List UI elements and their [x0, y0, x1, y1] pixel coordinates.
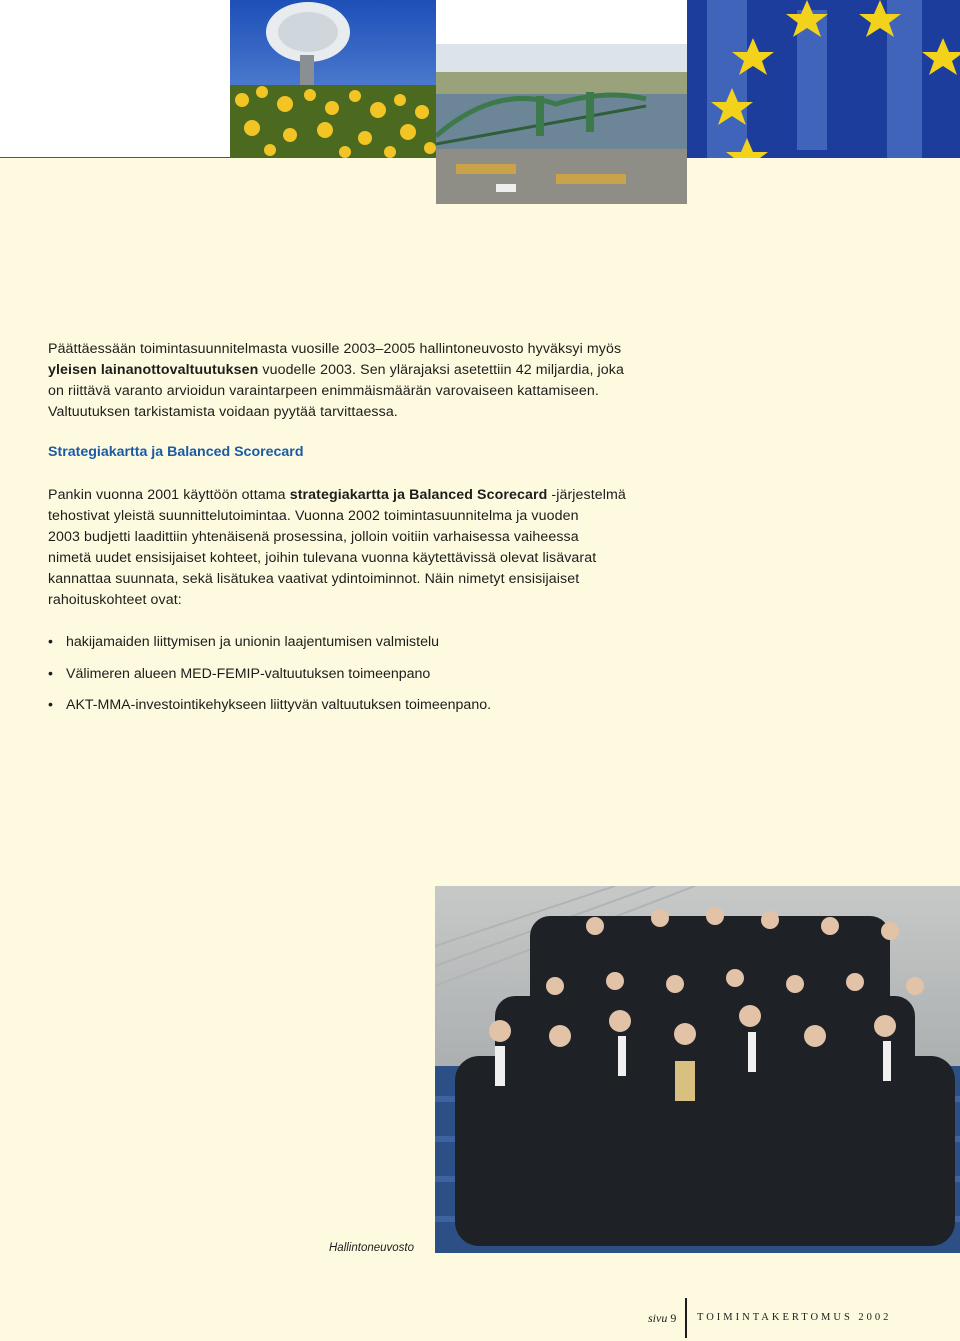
- section-heading: Strategiakartta ja Balanced Scorecard: [48, 444, 304, 460]
- list-item-text: hakijamaiden liittymisen ja unionin laajentumisen valmistelu: [66, 634, 440, 650]
- list-item-text: Välimeren alueen MED-FEMIP-valtuutuksen toimeenpano: [66, 665, 431, 682]
- intro-line-1: Päättäessään toimintasuunnitelmasta vuosille 2003–2005 hallintoneuvosto hyväksyi myös: [48, 341, 622, 357]
- page-number: [648, 1311, 676, 1326]
- footer-divider: [685, 1298, 687, 1338]
- priority-list: [48, 632, 491, 727]
- page-label: sivu: [648, 1311, 668, 1325]
- list-item: [48, 695, 491, 727]
- intro-paragraph: [48, 339, 668, 423]
- bullet-icon: •: [48, 697, 53, 713]
- strategy-line-1: [48, 485, 668, 506]
- top-divider: [0, 157, 230, 158]
- intro-line-2-text: vuodelle 2003. Sen ylärajaksi asetettiin 42 miljardia, joka: [262, 362, 624, 378]
- strategy-line-6: rahoituskohteet ovat:: [48, 592, 182, 608]
- strategy-line-1-text: Pankin vuonna 2001 käyttöön ottama: [48, 487, 286, 503]
- strategy-line-4: nimetä uudet ensisijaiset kohteet, joihin tulevana vuonna käytettävissä olevat lisävarat: [48, 550, 597, 566]
- eu-stars-photo: [687, 0, 960, 158]
- list-item-text: AKT-MMA-investointikehykseen liittyvän valtuutuksen toimeenpano.: [66, 697, 492, 713]
- strategy-line-3: 2003 budjetti laadittiin yhtenäisenä prosessina, jolloin voitiin varhaisessa vaiheessa: [48, 529, 579, 545]
- intro-bold-term: yleisen lainanottovaltuutuksen: [48, 362, 259, 378]
- list-item: [48, 632, 491, 664]
- list-item: [48, 664, 491, 696]
- intro-line-4: Valtuutuksen tarkistamista voidaan pyytää tarvittaessa.: [48, 404, 398, 420]
- photo-caption: Hallintoneuvosto: [329, 1242, 415, 1254]
- strategy-bold-term: strategiakartta ja Balanced Scorecard: [289, 487, 548, 503]
- strategy-line-1-tail: -järjestelmä: [551, 487, 626, 503]
- bridge-photo: [436, 44, 687, 204]
- intro-line-3: on riittävä varanto arvioidun varaintarpeen enimmäismäärän varovaiseen kattamiseen.: [48, 383, 599, 399]
- page-number-value: 9: [670, 1311, 677, 1325]
- board-group-photo: [435, 886, 960, 1253]
- strategy-line-2: tehostivat yleistä suunnittelutoimintaa. Vuonna 2002 toimintasuunnitelma ja vuoden: [48, 508, 579, 524]
- satellite-dish-photo: [230, 0, 436, 158]
- strategy-paragraph: [48, 485, 668, 611]
- bullet-icon: •: [48, 665, 53, 682]
- intro-line-2: [48, 360, 668, 381]
- footer-title: TOIMINTAKERTOMUS 2002: [697, 1312, 892, 1323]
- strategy-line-5: kannattaa suunnata, sekä lisätukea vaativat ydintoiminnot. Näin nimetyt ensisijaiset: [48, 571, 580, 587]
- bullet-icon: •: [48, 634, 53, 650]
